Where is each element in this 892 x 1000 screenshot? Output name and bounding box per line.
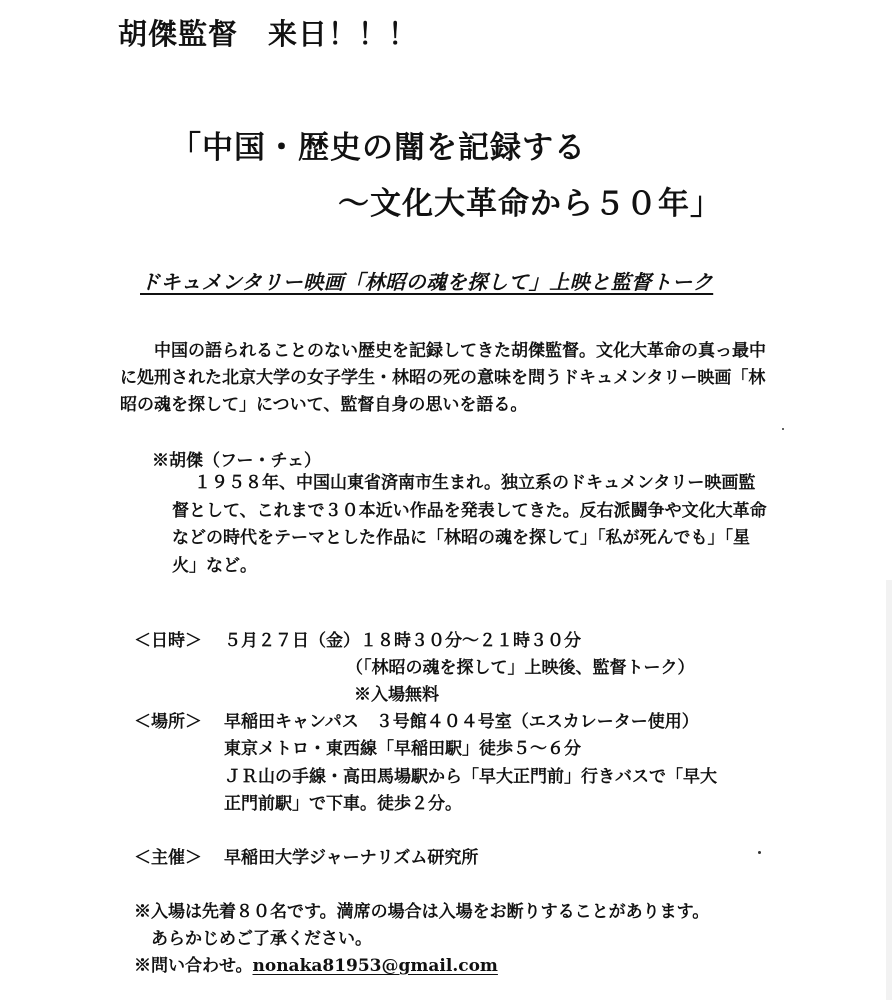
place-line-4: 正門前駅」で下車。徒歩２分。 xyxy=(224,794,462,814)
datetime-label: ＜日時＞ xyxy=(134,631,202,651)
event-subtitle: ドキュメンタリー映画「林昭の魂を探して」上映と監督トーク xyxy=(140,270,714,294)
event-title-line-1: 「中国・歴史の闇を記録する xyxy=(170,130,586,166)
scan-speck xyxy=(782,428,784,430)
contact-email-link[interactable]: nonaka81953@gmail.com xyxy=(252,956,498,976)
intro-paragraph: 中国の語られることのない歴史を記録してきた胡傑監督。文化大革命の真っ最中に処刑された北京大学の女子学生・林昭の死の意味を問うドキュメンタリー映画「林昭の魂を探して」について、監督自身の思いを語る。 xyxy=(120,341,766,415)
event-title-line-2: ～文化大革命から５０年」 xyxy=(338,186,722,222)
capacity-note: ※入場は先着８０名です。満席の場合は入場をお断りすることがあります。 xyxy=(134,902,710,922)
place-label: ＜場所＞ xyxy=(134,712,202,732)
contact-line xyxy=(134,953,498,980)
contact-prefix: ※問い合わせ。 xyxy=(134,956,253,976)
place-line-2: 東京メトロ・東西線「早稲田駅」徒歩５～６分 xyxy=(224,739,581,759)
organizer-value: 早稲田大学ジャーナリズム研究所 xyxy=(224,848,479,868)
place-line-1: 早稲田キャンパス ３号館４０４号室（エスカレーター使用） xyxy=(224,712,699,732)
admission-free-note: ※入場無料 xyxy=(354,685,439,705)
director-bio-heading: ※胡傑（フー・チェ） xyxy=(152,451,321,471)
organizer-label: ＜主催＞ xyxy=(134,848,202,868)
director-bio-text: １９５８年、中国山東省済南市生まれ。独立系のドキュメンタリー映画監督として、これまで３０本近い作品を発表してきた。反右派闘争や文化大革命などの時代をテーマとした作品に「林昭の魂を探して」「私が死んでも」「星火」など。 xyxy=(172,473,767,576)
capacity-note-2: あらかじめご了承ください。 xyxy=(134,929,372,949)
datetime-note: （「林昭の魂を探して」上映後、監督トーク） xyxy=(346,658,695,678)
datetime-value: ５月２７日（金）１８時３０分～２１時３０分 xyxy=(224,631,581,651)
headline: 胡傑監督 来日！！！ xyxy=(118,17,419,51)
scan-speck xyxy=(758,851,761,854)
scan-edge-shadow xyxy=(886,580,892,1000)
place-line-3: ＪＲ山の手線・高田馬場駅から「早大正門前」行きバスで「早大 xyxy=(224,767,717,787)
